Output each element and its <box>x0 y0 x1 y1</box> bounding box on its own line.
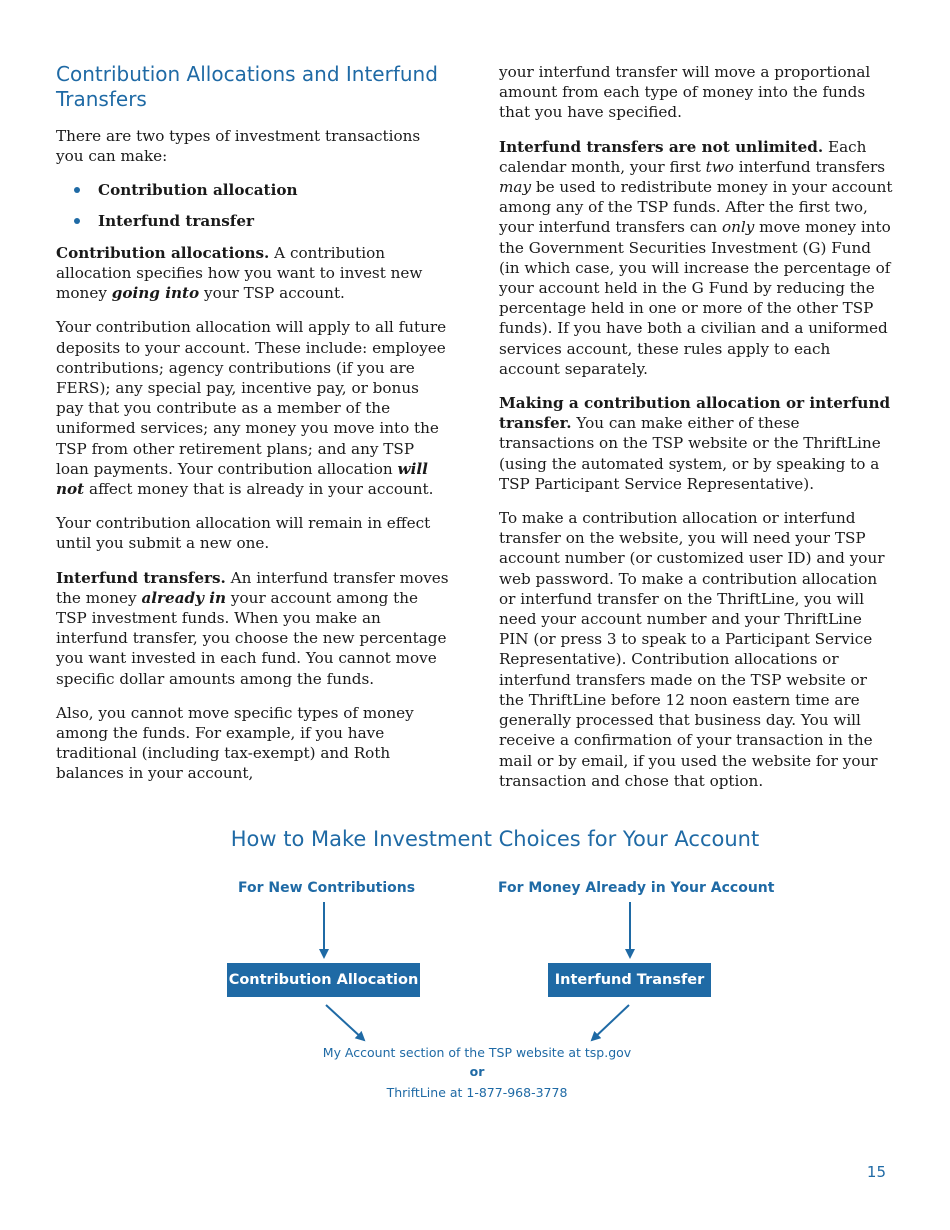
section-heading: Contribution Allocations and Interfund Transfers <box>56 62 438 111</box>
contribution-allocation-box: Contribution Allocation <box>227 963 420 997</box>
allocation-applies-paragraph: Your contribution allocation will apply to all future deposits to your account. These include: employee contributions; agency contributions (if you are FERS); any special pay, incentive pay, or bonus pay that you contribute as a member of the uniformed services; any money you move into the TSP from other retirement plans; and any TSP loan payments. Your contribution allocation will not affect money that is already in your account. <box>56 318 447 499</box>
diagram-title: How to Make Investment Choices for Your Account <box>230 827 760 851</box>
label-money-already: For Money Already in Your Account <box>498 880 775 896</box>
making-transaction-paragraph: Making a contribution allocation or interfund transfer. You can make either of these transactions on the TSP website or the ThriftLine (using the automated system, or by speaking to a TSP Participant Service Representative). <box>499 394 891 493</box>
investment-choices-diagram <box>0 820 950 1120</box>
allocation-effect-paragraph: Your contribution allocation will remain in effect until you submit a new one. <box>56 514 431 553</box>
interfund-transfers-paragraph: Interfund transfers. An interfund transfer moves the money already in your account among the TSP investment funds. When you make an interfund transfer, you choose the new percentage you want invested in each fund. You cannot move specific dollar amounts among the funds. <box>56 568 449 688</box>
page-number: 15 <box>866 1163 886 1181</box>
not-unlimited-paragraph: Interfund transfers are not unlimited. Each calendar month, your first two interfund transfers may be used to redistribute money in your account among any of the TSP funds. After the first two, your interfund transfers can only move money into the Government Securities Investment (G) Fund (in which case, you will increase the percentage of your account held in the G Fund by reducing the percentage held in one or more of the other TSP funds). If you have both a civilian and a uniformed services account, these rules apply to each account separately. <box>499 137 893 378</box>
arrow-diag-right-icon <box>592 1005 629 1040</box>
label-new-contributions: For New Contributions <box>238 880 416 896</box>
intro-paragraph: There are two types of investment transactions you can make: <box>56 127 421 166</box>
website-thriftline-paragraph: To make a contribution allocation or interfund transfer on the website, you will need your TSP account number (or customized user ID) and your web password. To make a contribution allocation or interfund transfer on the ThriftLine, you will need your account number and your ThriftLine PIN (or press 3 to speak to a Participant Service Representative). Contribution allocations or interfund transfers made on the TSP website or the ThriftLine before 12 noon eastern time are generally processed that business day. You will receive a confirmation of your transaction in the mail or by email, if you used the website for your transaction and chose that option. <box>499 509 885 790</box>
list-item: Interfund transfer <box>56 211 451 231</box>
or-separator: or <box>469 1064 485 1079</box>
list-item: Contribution allocation <box>56 180 451 200</box>
bullet-icon <box>74 187 80 193</box>
money-types-paragraph: Also, you cannot move specific types of money among the funds. For example, if you have traditional (including tax-exempt) and Roth balances in your account, <box>56 703 414 783</box>
website-option: My Account section of the TSP website at tsp.gov <box>322 1045 632 1060</box>
bullet-icon <box>74 218 80 224</box>
left-column <box>56 60 451 798</box>
contribution-allocations-paragraph: Contribution allocations. A contribution allocation specifies how you want to invest new money going into your TSP account. <box>56 243 423 303</box>
transaction-types-list <box>56 180 451 230</box>
right-column <box>499 62 894 805</box>
proportional-paragraph: your interfund transfer will move a proportional amount from each type of money into the funds that you have specified. <box>499 63 871 122</box>
thriftline-option: ThriftLine at 1-877-968-3778 <box>386 1085 568 1100</box>
interfund-transfer-box: Interfund Transfer <box>548 963 711 997</box>
arrow-diag-left-icon <box>326 1005 364 1040</box>
